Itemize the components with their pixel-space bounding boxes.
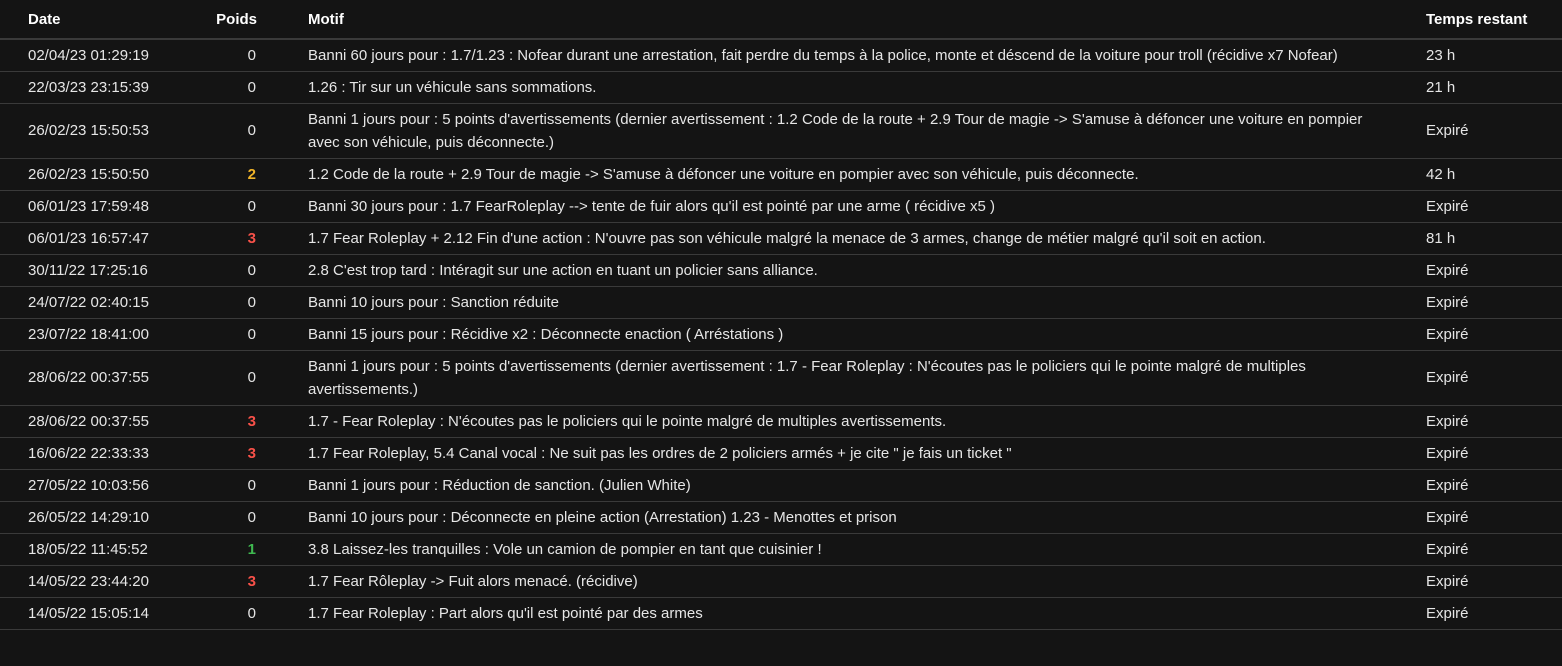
table-row <box>0 533 1562 565</box>
row-motif: Banni 30 jours pour : 1.7 FearRoleplay --> tente de fuir alors qu'il est pointé par une arme ( récidive x5 ) <box>280 190 1403 222</box>
header-row <box>0 0 1562 39</box>
row-date: 28/06/22 00:37:55 <box>0 350 195 405</box>
row-motif: Banni 1 jours pour : Réduction de sanction. (Julien White) <box>280 469 1403 501</box>
row-time-left: Expiré <box>1403 565 1562 597</box>
row-date: 22/03/23 23:15:39 <box>0 71 195 103</box>
row-time-left: Expiré <box>1403 254 1562 286</box>
table-row <box>0 437 1562 469</box>
row-time-left: Expiré <box>1403 190 1562 222</box>
row-date: 06/01/23 17:59:48 <box>0 190 195 222</box>
row-motif: 1.26 : Tir sur un véhicule sans sommations. <box>280 71 1403 103</box>
table-row <box>0 103 1562 158</box>
row-date: 06/01/23 16:57:47 <box>0 222 195 254</box>
row-date: 14/05/22 23:44:20 <box>0 565 195 597</box>
row-motif: Banni 1 jours pour : 5 points d'avertissements (dernier avertissement : 1.2 Code de la route + 2.9 Tour de magie -> S'amuse à défoncer une voiture en pompier avec son véhicule, puis déconnecte.) <box>280 103 1403 158</box>
row-weight: 3 <box>195 437 280 469</box>
row-time-left: Expiré <box>1403 501 1562 533</box>
row-motif: 1.7 Fear Roleplay + 2.12 Fin d'une action : N'ouvre pas son véhicule malgré la menace de 3 armes, change de métier malgré qu'il soit en action. <box>280 222 1403 254</box>
row-weight: 0 <box>195 71 280 103</box>
table-row <box>0 222 1562 254</box>
row-motif: 1.7 Fear Roleplay : Part alors qu'il est pointé par des armes <box>280 597 1403 629</box>
row-time-left: Expiré <box>1403 469 1562 501</box>
row-time-left: Expiré <box>1403 533 1562 565</box>
row-motif: Banni 15 jours pour : Récidive x2 : Déconnecte enaction ( Arréstations ) <box>280 318 1403 350</box>
table-body <box>0 39 1562 629</box>
row-weight: 0 <box>195 254 280 286</box>
column-header-motif[interactable]: Motif <box>280 0 1403 39</box>
row-time-left: Expiré <box>1403 597 1562 629</box>
row-date: 26/02/23 15:50:53 <box>0 103 195 158</box>
row-date: 28/06/22 00:37:55 <box>0 405 195 437</box>
row-motif: 3.8 Laissez-les tranquilles : Vole un camion de pompier en tant que cuisinier ! <box>280 533 1403 565</box>
row-date: 23/07/22 18:41:00 <box>0 318 195 350</box>
row-weight: 1 <box>195 533 280 565</box>
row-weight: 0 <box>195 597 280 629</box>
row-time-left: Expiré <box>1403 405 1562 437</box>
row-date: 02/04/23 01:29:19 <box>0 39 195 71</box>
row-weight: 0 <box>195 190 280 222</box>
row-weight: 0 <box>195 501 280 533</box>
table-row <box>0 318 1562 350</box>
row-weight: 2 <box>195 158 280 190</box>
row-time-left: Expiré <box>1403 103 1562 158</box>
row-time-left: 23 h <box>1403 39 1562 71</box>
row-weight: 3 <box>195 405 280 437</box>
column-header-date[interactable]: Date <box>0 0 195 39</box>
row-time-left: Expiré <box>1403 318 1562 350</box>
row-weight: 3 <box>195 565 280 597</box>
row-weight: 3 <box>195 222 280 254</box>
column-header-weight[interactable]: Poids <box>195 0 280 39</box>
table-row <box>0 254 1562 286</box>
row-date: 26/02/23 15:50:50 <box>0 158 195 190</box>
row-motif: Banni 10 jours pour : Sanction réduite <box>280 286 1403 318</box>
table-row <box>0 286 1562 318</box>
row-time-left: 42 h <box>1403 158 1562 190</box>
table-row <box>0 565 1562 597</box>
row-motif: 1.7 Fear Rôleplay -> Fuit alors menacé. (récidive) <box>280 565 1403 597</box>
row-time-left: Expiré <box>1403 286 1562 318</box>
row-motif: 2.8 C'est trop tard : Intéragit sur une action en tuant un policier sans alliance. <box>280 254 1403 286</box>
row-motif: 1.7 Fear Roleplay, 5.4 Canal vocal : Ne suit pas les ordres de 2 policiers armés + je cite " je fais un ticket " <box>280 437 1403 469</box>
table-row <box>0 350 1562 405</box>
row-date: 14/05/22 15:05:14 <box>0 597 195 629</box>
row-weight: 0 <box>195 286 280 318</box>
row-weight: 0 <box>195 350 280 405</box>
row-motif: Banni 60 jours pour : 1.7/1.23 : Nofear durant une arrestation, fait perdre du temps à la police, monte et déscend de la voiture pour troll (récidive x7 Nofear) <box>280 39 1403 71</box>
column-header-time-left[interactable]: Temps restant <box>1403 0 1562 39</box>
table-row <box>0 71 1562 103</box>
table-row <box>0 190 1562 222</box>
row-date: 30/11/22 17:25:16 <box>0 254 195 286</box>
row-date: 26/05/22 14:29:10 <box>0 501 195 533</box>
row-date: 24/07/22 02:40:15 <box>0 286 195 318</box>
row-motif: Banni 10 jours pour : Déconnecte en pleine action (Arrestation) 1.23 - Menottes et prison <box>280 501 1403 533</box>
table-row <box>0 405 1562 437</box>
row-time-left: 21 h <box>1403 71 1562 103</box>
row-date: 27/05/22 10:03:56 <box>0 469 195 501</box>
row-weight: 0 <box>195 103 280 158</box>
table-header <box>0 0 1562 39</box>
table-row <box>0 39 1562 71</box>
table-row <box>0 597 1562 629</box>
row-time-left: Expiré <box>1403 437 1562 469</box>
row-weight: 0 <box>195 469 280 501</box>
table-row <box>0 501 1562 533</box>
row-weight: 0 <box>195 39 280 71</box>
table-row <box>0 469 1562 501</box>
row-time-left: 81 h <box>1403 222 1562 254</box>
row-motif: 1.2 Code de la route + 2.9 Tour de magie -> S'amuse à défoncer une voiture en pompier avec son véhicule, puis déconnecte. <box>280 158 1403 190</box>
row-time-left: Expiré <box>1403 350 1562 405</box>
row-weight: 0 <box>195 318 280 350</box>
table-row <box>0 158 1562 190</box>
row-motif: 1.7 - Fear Roleplay : N'écoutes pas le policiers qui le pointe malgré de multiples avertissements. <box>280 405 1403 437</box>
row-date: 18/05/22 11:45:52 <box>0 533 195 565</box>
row-date: 16/06/22 22:33:33 <box>0 437 195 469</box>
row-motif: Banni 1 jours pour : 5 points d'avertissements (dernier avertissement : 1.7 - Fear Roleplay : N'écoutes pas le policiers qui le pointe malgré de multiples avertissements.) <box>280 350 1403 405</box>
